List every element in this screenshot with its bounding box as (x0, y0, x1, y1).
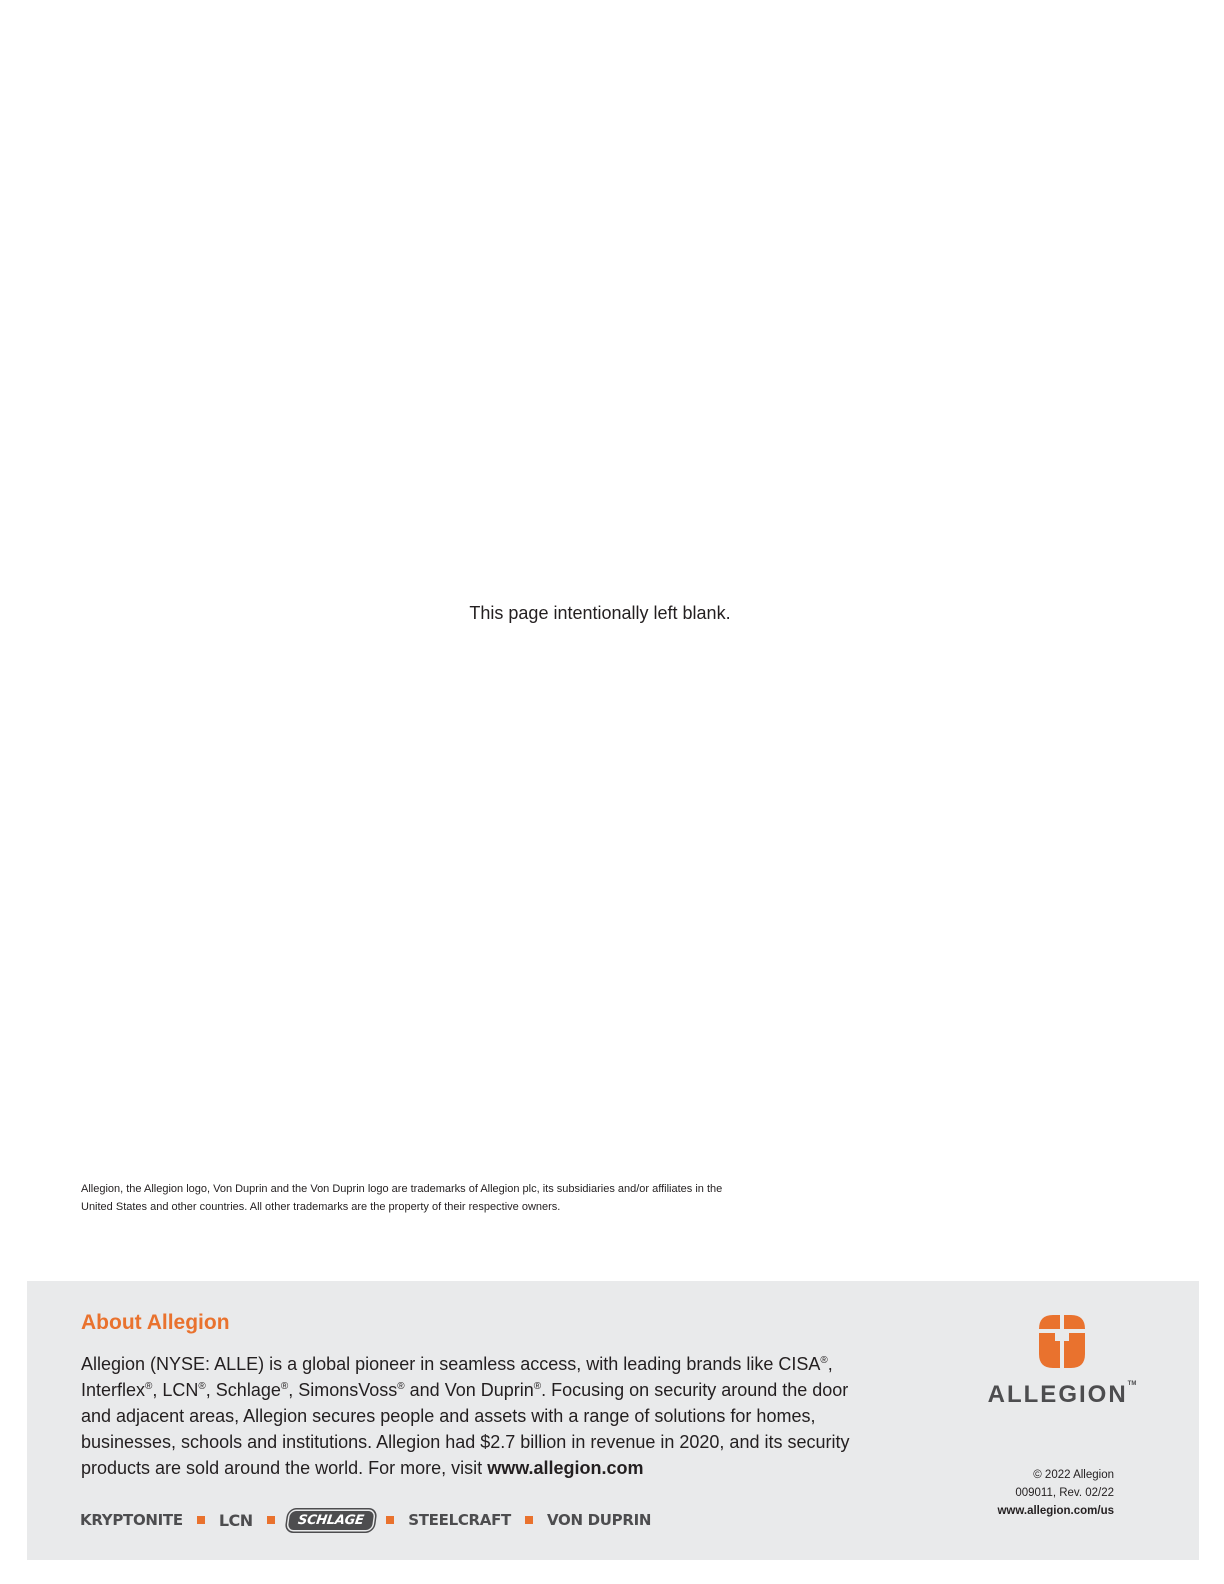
about-text-3: , LCN (152, 1380, 199, 1400)
registered-mark: ® (533, 1381, 542, 1392)
brand-schlage: SCHLAGE (287, 1511, 373, 1530)
copyright: © 2022 Allegion (1033, 1469, 1114, 1481)
document-number: 009011, Rev. 02/22 (1015, 1487, 1114, 1499)
allegion-us-link[interactable]: www.allegion.com/us (997, 1505, 1114, 1517)
about-text-1: Allegion (NYSE: ALLE) is a global pioneer in seamless access, with leading brands like CISA (81, 1354, 821, 1374)
brand-logo-row (80, 1509, 651, 1531)
about-text-2: , Interflex (81, 1354, 833, 1400)
registered-mark: ® (820, 1355, 828, 1366)
allegion-wordmark (987, 1381, 1137, 1409)
trademark-line-1: Allegion, the Allegion logo, Von Duprin and the Von Duprin logo are trademarks of Allegion plc, its subsidiaries and/or affiliates in the (81, 1183, 723, 1195)
trademark-symbol: TM (1127, 1381, 1137, 1387)
registered-mark: ® (280, 1381, 289, 1392)
registered-mark: ® (397, 1381, 405, 1392)
separator-square-icon (197, 1516, 205, 1524)
allegion-mark-icon (987, 1311, 1137, 1375)
allegion-wordmark-text: ALLEGION (987, 1381, 1128, 1408)
brand-kryptonite: KRYPTONITE (80, 1511, 183, 1529)
about-title: About Allegion (81, 1311, 230, 1334)
trademark-notice (81, 1180, 821, 1216)
allegion-logo (987, 1311, 1137, 1411)
about-text-4: , Schlage (205, 1380, 281, 1400)
separator-square-icon (386, 1516, 394, 1524)
about-body (81, 1351, 881, 1481)
blank-page-note: This page intentionally left blank. (469, 603, 731, 623)
brand-lcn: LCN (218, 1510, 253, 1530)
document-meta (997, 1466, 1114, 1520)
separator-square-icon (525, 1516, 533, 1524)
brand-steelcraft: STEELCRAFT (408, 1511, 511, 1529)
about-text-6: and Von Duprin (404, 1380, 534, 1400)
registered-mark: ® (198, 1381, 206, 1392)
about-text-7: . Focusing on security around the door and adjacent areas, Allegion secures people and assets with a range of solutions for homes, businesses, schools and institutions. Allegion had $2.7 billion in revenue in 2020, and its security products are sold around the world. For more, visit (81, 1380, 850, 1478)
about-allegion-panel (27, 1281, 1199, 1560)
brand-von-duprin: VON DUPRIN (546, 1511, 652, 1529)
allegion-website-link[interactable]: www.allegion.com (487, 1458, 644, 1478)
trademark-line-2: United States and other countries. All other trademarks are the property of their respective owners. (81, 1201, 561, 1213)
registered-mark: ® (145, 1381, 153, 1392)
about-text-5: , SimonsVoss (288, 1380, 398, 1400)
separator-square-icon (267, 1516, 275, 1524)
